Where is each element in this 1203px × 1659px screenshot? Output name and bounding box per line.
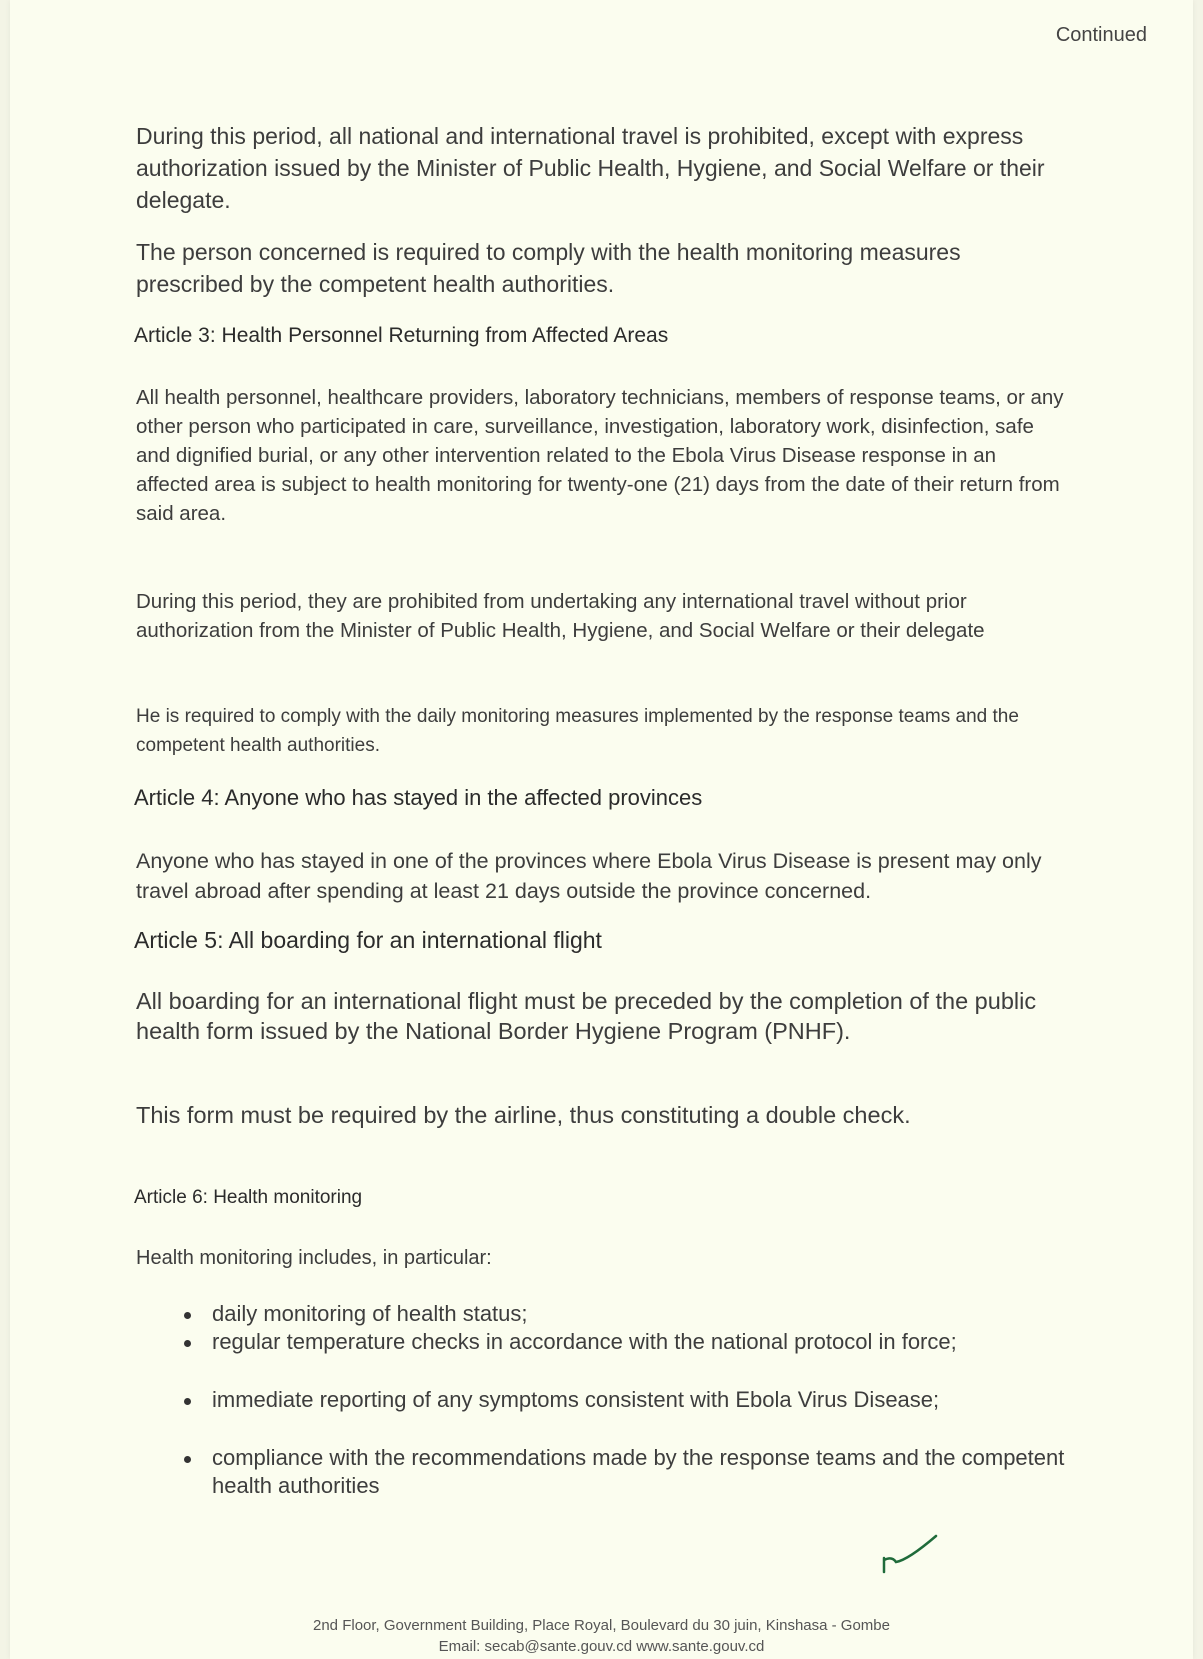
document-page xyxy=(10,0,1193,1659)
article-3-paragraph-2: During this period, they are prohibited from undertaking any international travel without prior authorization from the Minister of Public Health, Hygiene, and Social Welfare or their delegate xyxy=(136,590,985,642)
footer-contact: Email: secab@sante.gouv.cd www.sante.gouv.cd xyxy=(438,1638,765,1655)
list-item-text: immediate reporting of any symptoms consistent with Ebola Virus Disease; xyxy=(212,1387,940,1412)
article-5-paragraph-1: All boarding for an international flight must be preceded by the completion of the public health form issued by the National Border Hygiene Program (PNHF). xyxy=(136,988,1037,1044)
list-item xyxy=(180,1444,1080,1500)
continued-label: Continued xyxy=(1055,24,1147,46)
paragraph-health-monitoring-compliance: The person concerned is required to comply with the health monitoring measures prescribed by the competent health authorities. xyxy=(136,239,961,297)
footer-address: 2nd Floor, Government Building, Place Royal, Boulevard du 30 juin, Kinshasa - Gombe xyxy=(313,1617,890,1634)
bullet-icon xyxy=(184,1340,191,1347)
bullet-icon xyxy=(184,1398,191,1405)
article-5-title: Article 5: All boarding for an international flight xyxy=(134,927,602,953)
article-3-paragraph-3: He is required to comply with the daily monitoring measures implemented by the response teams and the competent health authorities. xyxy=(136,706,1019,756)
list-item-text: compliance with the recommendations made by the response teams and the competent health authorities xyxy=(212,1445,1065,1498)
list-item xyxy=(180,1328,1080,1356)
health-monitoring-list xyxy=(180,1300,1080,1500)
bullet-icon xyxy=(184,1456,191,1463)
article-4-title: Article 4: Anyone who has stayed in the affected provinces xyxy=(134,785,703,810)
article-4-paragraph-1: Anyone who has stayed in one of the provinces where Ebola Virus Disease is present may only travel abroad after spending at least 21 days outside the province concerned. xyxy=(136,849,1042,903)
list-item-text: daily monitoring of health status; xyxy=(212,1301,528,1326)
paragraph-travel-prohibition: During this period, all national and international travel is prohibited, except with express authorization issued by the Minister of Public Health, Hygiene, and Social Welfare or their delegate. xyxy=(136,123,1045,213)
article-3-title: Article 3: Health Personnel Returning from Affected Areas xyxy=(134,324,669,347)
bullet-icon xyxy=(184,1312,191,1319)
list-item xyxy=(180,1300,1080,1328)
list-item-text: regular temperature checks in accordance with the national protocol in force; xyxy=(212,1329,957,1354)
article-5-paragraph-2: This form must be required by the airline, thus constituting a double check. xyxy=(136,1102,911,1128)
article-3-paragraph-1: All health personnel, healthcare providers, laboratory technicians, members of response teams, or any other person who participated in care, surveillance, investigation, laboratory work, disinfection, safe and dignified burial, or any other intervention related to the Ebola Virus Disease response in an affected area is subject to health monitoring for twenty-one (21) days from the date of their return from said area. xyxy=(136,386,1064,525)
article-6-intro: Health monitoring includes, in particular: xyxy=(136,1247,492,1269)
list-item xyxy=(180,1386,1080,1414)
article-6-title: Article 6: Health monitoring xyxy=(134,1187,363,1208)
signature-mark-icon xyxy=(878,1530,948,1580)
